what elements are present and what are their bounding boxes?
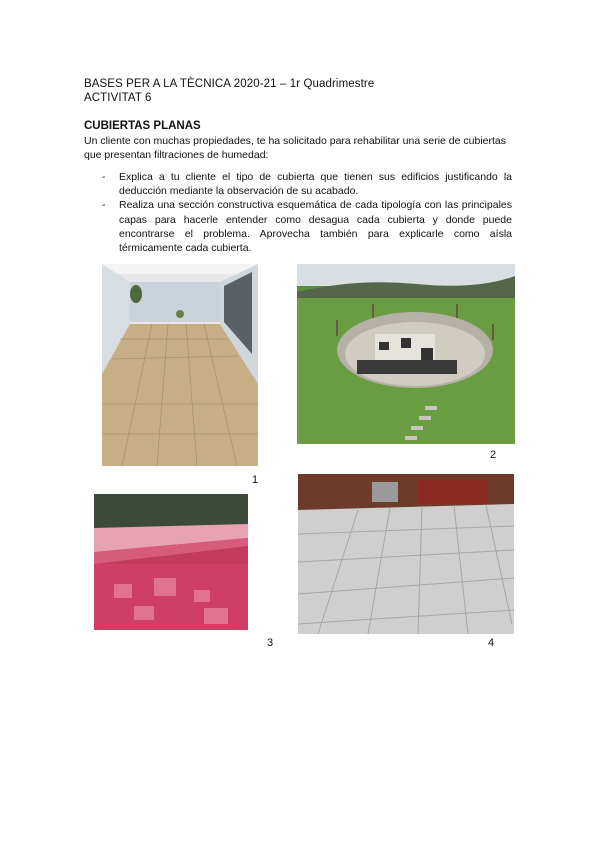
intro-paragraph: Un cliente con muchas propiedades, te ha solicitado para rehabilitar una serie de cubiertas que presentan filtraciones de humedad: [84, 135, 506, 161]
task-text: Explica a tu cliente el tipo de cubierta que tienen sus edificios justificando la deducción mediante la observación de su acabado. [119, 171, 512, 198]
photo-1-terrace-tiles [102, 264, 258, 466]
photo-3-pink-membrane-roof [94, 494, 248, 630]
photo-4-grey-tile-roof [298, 474, 514, 634]
activity-label: ACTIVITAT 6 [84, 92, 152, 104]
task-list [102, 170, 512, 255]
figure-number-1: 1 [252, 474, 259, 486]
task-item [102, 198, 512, 255]
photo-2-green-roof [297, 264, 515, 444]
course-header: BASES PER A LA TÈCNICA 2020-21 – 1r Quadrimestre [84, 78, 375, 90]
task-text: Realiza una sección constructiva esquemática de cada tipología con las principales capas para hacerle entender como desagua cada cubierta y donde puede encontrarse el problema. Aprovecha también para explicarle como aísla térmicamente cada cubierta. [119, 199, 512, 255]
section-title: CUBIERTAS PLANAS [84, 120, 201, 132]
bullet-dash: - [102, 171, 106, 183]
figure-number-2: 2 [490, 449, 497, 461]
figure-number-4: 4 [488, 637, 495, 649]
task-item [102, 170, 512, 198]
bullet-dash: - [102, 199, 106, 212]
figure-number-3: 3 [267, 637, 274, 649]
